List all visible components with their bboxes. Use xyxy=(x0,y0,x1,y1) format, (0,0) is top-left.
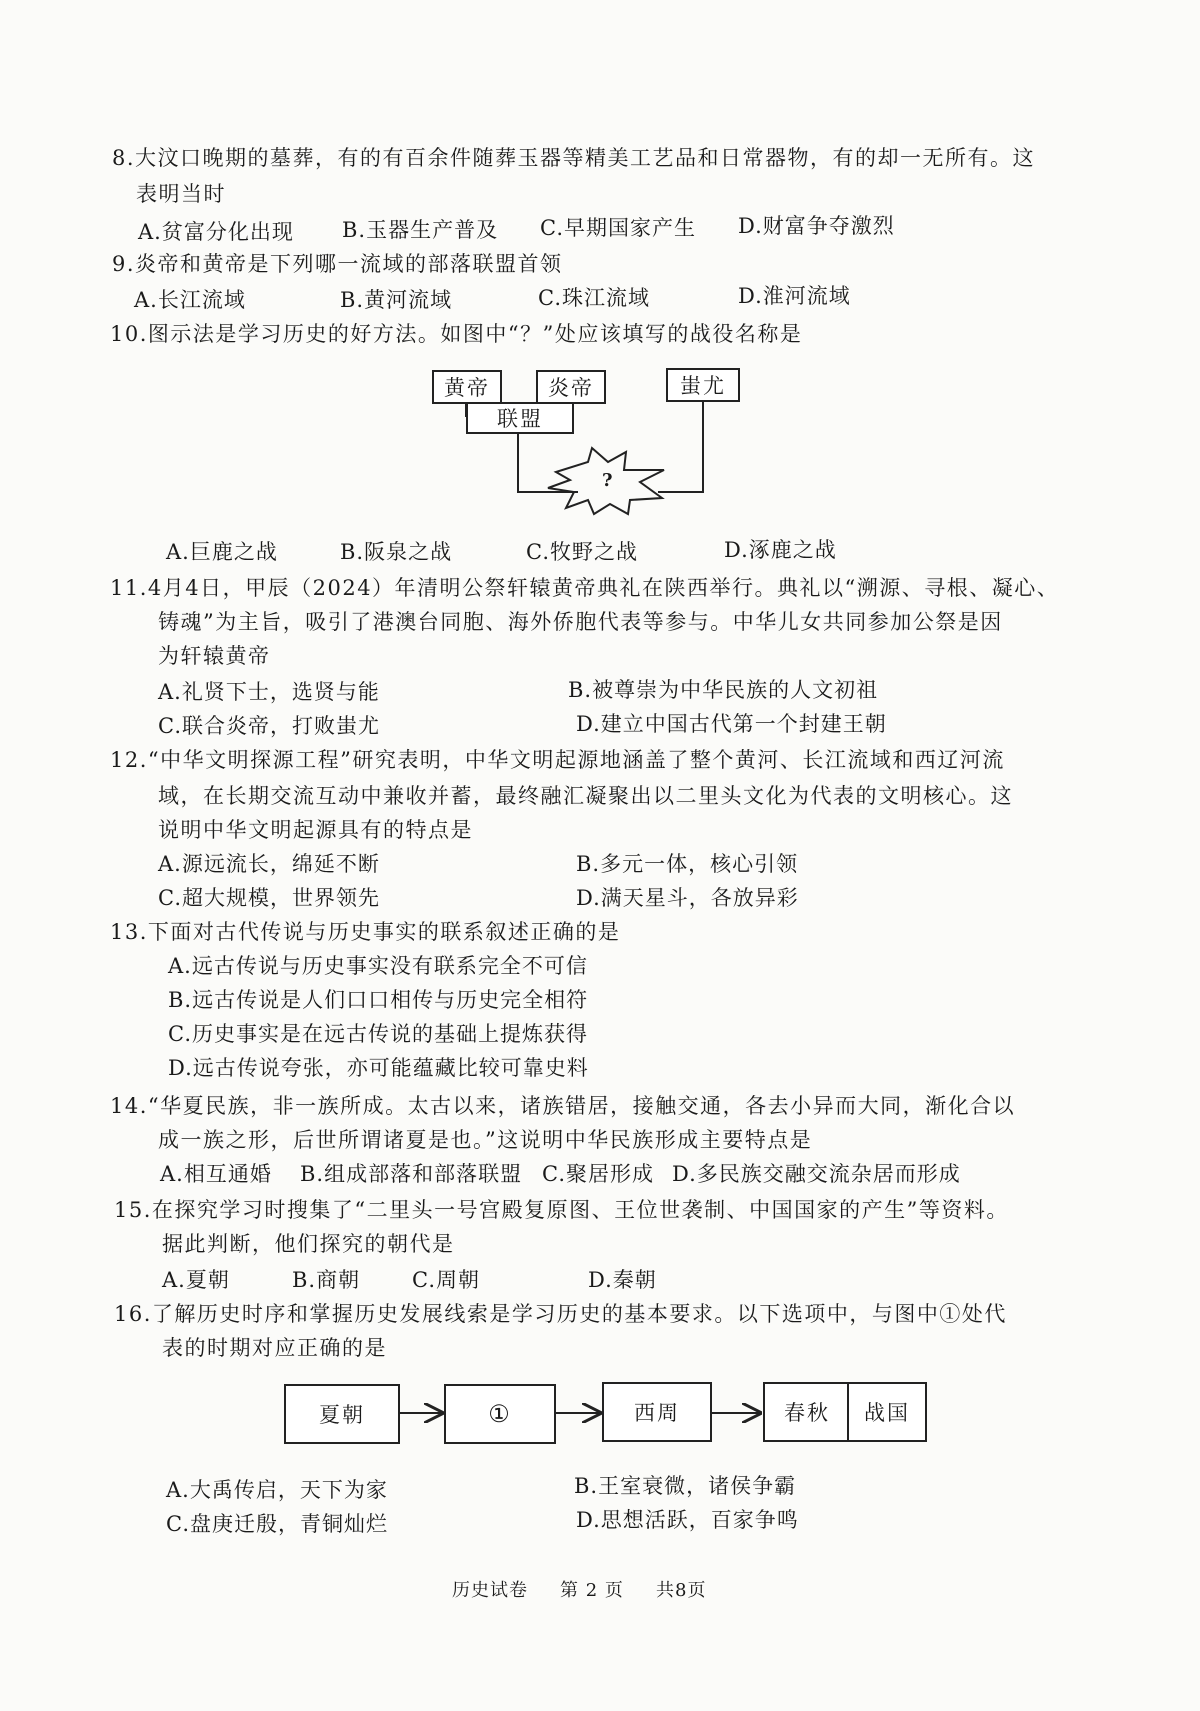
timeline-box-xia: 夏朝 xyxy=(284,1384,400,1444)
q15-option-d: D.秦朝 xyxy=(588,1268,657,1292)
q8-option-a: A.贫富分化出现 xyxy=(138,220,294,244)
q11-option-a: A.礼贤下士，选贤与能 xyxy=(158,680,380,704)
q14-option-d: D.多民族交融交流杂居而形成 xyxy=(672,1162,961,1186)
q16-stem-line2: 表的时期对应正确的是 xyxy=(162,1336,387,1360)
q8-option-c: C.早期国家产生 xyxy=(540,216,696,240)
q8-option-d: D.财富争夺激烈 xyxy=(738,214,895,238)
q12-stem-line3: 说明中华文明起源具有的特点是 xyxy=(158,818,473,842)
q15-option-a: A.夏朝 xyxy=(162,1268,230,1292)
q16-option-d: D.思想活跃，百家争鸣 xyxy=(576,1508,799,1532)
timeline-box-1: ① xyxy=(444,1384,556,1444)
q9-option-d: D.淮河流域 xyxy=(738,284,851,308)
q12-option-c: C.超大规模，世界领先 xyxy=(158,886,380,910)
q10-battle-mark: ? xyxy=(602,470,613,491)
q10-alliance-label: 联盟 xyxy=(466,402,574,434)
q14-option-a: A.相互通婚 xyxy=(160,1162,272,1186)
q10-option-a: A.巨鹿之战 xyxy=(166,540,278,564)
q11-option-b: B.被尊崇为中华民族的人文初祖 xyxy=(568,678,879,702)
q15-option-c: C.周朝 xyxy=(412,1268,480,1292)
q13-option-b: B.远古传说是人们口口相传与历史完全相符 xyxy=(168,988,589,1012)
q12-option-d: D.满天星斗，各放异彩 xyxy=(576,886,799,910)
q13-option-d: D.远古传说夸张，亦可能蕴藏比较可靠史料 xyxy=(168,1056,589,1080)
timeline-box-xizhou: 西周 xyxy=(602,1382,712,1442)
q12-stem-line2: 域，在长期交流互动中兼收并蓄，最终融汇凝聚出以二里头文化为代表的文明核心。这 xyxy=(158,784,1013,808)
q12-option-a: A.源远流长，绵延不断 xyxy=(158,852,380,876)
q14-option-b: B.组成部落和部落联盟 xyxy=(300,1162,523,1186)
q9-option-a: A.长江流域 xyxy=(134,288,246,312)
q11-stem-line2: 铸魂”为主旨，吸引了港澳台同胞、海外侨胞代表等参与。中华儿女共同参加公祭是因 xyxy=(158,610,1003,634)
q16-option-a: A.大禹传启，天下为家 xyxy=(166,1478,388,1502)
q10-box-yandi: 炎帝 xyxy=(536,370,606,404)
q8-option-b: B.玉器生产普及 xyxy=(342,218,499,242)
q14-stem-line1: 14.“华夏民族，非一族所成。太古以来，诸族错居，接触交通，各去小异而大同，渐化合以 xyxy=(110,1094,1016,1118)
q16-stem-line1: 16.了解历史时序和掌握历史发展线索是学习历史的基本要求。以下选项中，与图中①处代 xyxy=(114,1302,1007,1326)
q10-option-d: D.涿鹿之战 xyxy=(724,538,837,562)
q13-option-a: A.远古传说与历史事实没有联系完全不可信 xyxy=(168,954,588,978)
q14-stem-line2: 成一族之形，后世所谓诸夏是也。”这说明中华民族形成主要特点是 xyxy=(158,1128,813,1152)
q13-stem: 13.下面对古代传说与历史事实的联系叙述正确的是 xyxy=(110,920,621,944)
q15-stem-line1: 15.在探究学习时搜集了“二里头一号宫殿复原图、王位世袭制、中国国家的产生”等资料。 xyxy=(114,1198,1009,1222)
q10-box-huangdi: 黄帝 xyxy=(432,370,502,404)
q10-option-c: C.牧野之战 xyxy=(526,540,638,564)
q14-option-c: C.聚居形成 xyxy=(542,1162,654,1186)
q11-option-c: C.联合炎帝，打败蚩尤 xyxy=(158,714,380,738)
timeline-box-chunqiu: 春秋 xyxy=(763,1382,851,1442)
q11-option-d: D.建立中国古代第一个封建王朝 xyxy=(576,712,887,736)
footer-subject: 历史试卷 xyxy=(452,1580,528,1601)
q12-option-b: B.多元一体，核心引领 xyxy=(576,852,799,876)
footer-page-number: 第 2 页 xyxy=(560,1580,624,1601)
q13-option-c: C.历史事实是在远古传说的基础上提炼获得 xyxy=(168,1022,588,1046)
q12-stem-line1: 12.“中华文明探源工程”研究表明，中华文明起源地涵盖了整个黄河、长江流域和西辽河流 xyxy=(110,748,1005,772)
q10-stem: 10.图示法是学习历史的好方法。如图中“？”处应该填写的战役名称是 xyxy=(110,322,803,346)
q16-option-c: C.盘庚迁殷，青铜灿烂 xyxy=(166,1512,388,1536)
q9-stem: 9.炎帝和黄帝是下列哪一流域的部落联盟首领 xyxy=(112,252,563,276)
q15-stem-line2: 据此判断，他们探究的朝代是 xyxy=(162,1232,455,1256)
q8-stem-line2: 表明当时 xyxy=(136,182,226,206)
footer-total-pages: 共8页 xyxy=(656,1580,707,1601)
timeline-box-zhanguo: 战国 xyxy=(847,1382,927,1442)
q11-stem-line1: 11.4月4日，甲辰（2024）年清明公祭轩辕黄帝典礼在陕西举行。典礼以“溯源、寻根、凝心、 xyxy=(110,576,1060,600)
q11-stem-line3: 为轩辕黄帝 xyxy=(158,644,271,668)
q9-option-c: C.珠江流域 xyxy=(538,286,650,310)
q15-option-b: B.商朝 xyxy=(292,1268,361,1292)
q10-option-b: B.阪泉之战 xyxy=(340,540,453,564)
q9-option-b: B.黄河流域 xyxy=(340,288,453,312)
q8-stem-line1: 8.大汶口晚期的墓葬，有的有百余件随葬玉器等精美工艺品和日常器物，有的却一无所有。这 xyxy=(112,146,1036,170)
q10-box-chiyou: 蚩尤 xyxy=(666,368,740,402)
q16-option-b: B.王室衰微，诸侯争霸 xyxy=(574,1474,797,1498)
